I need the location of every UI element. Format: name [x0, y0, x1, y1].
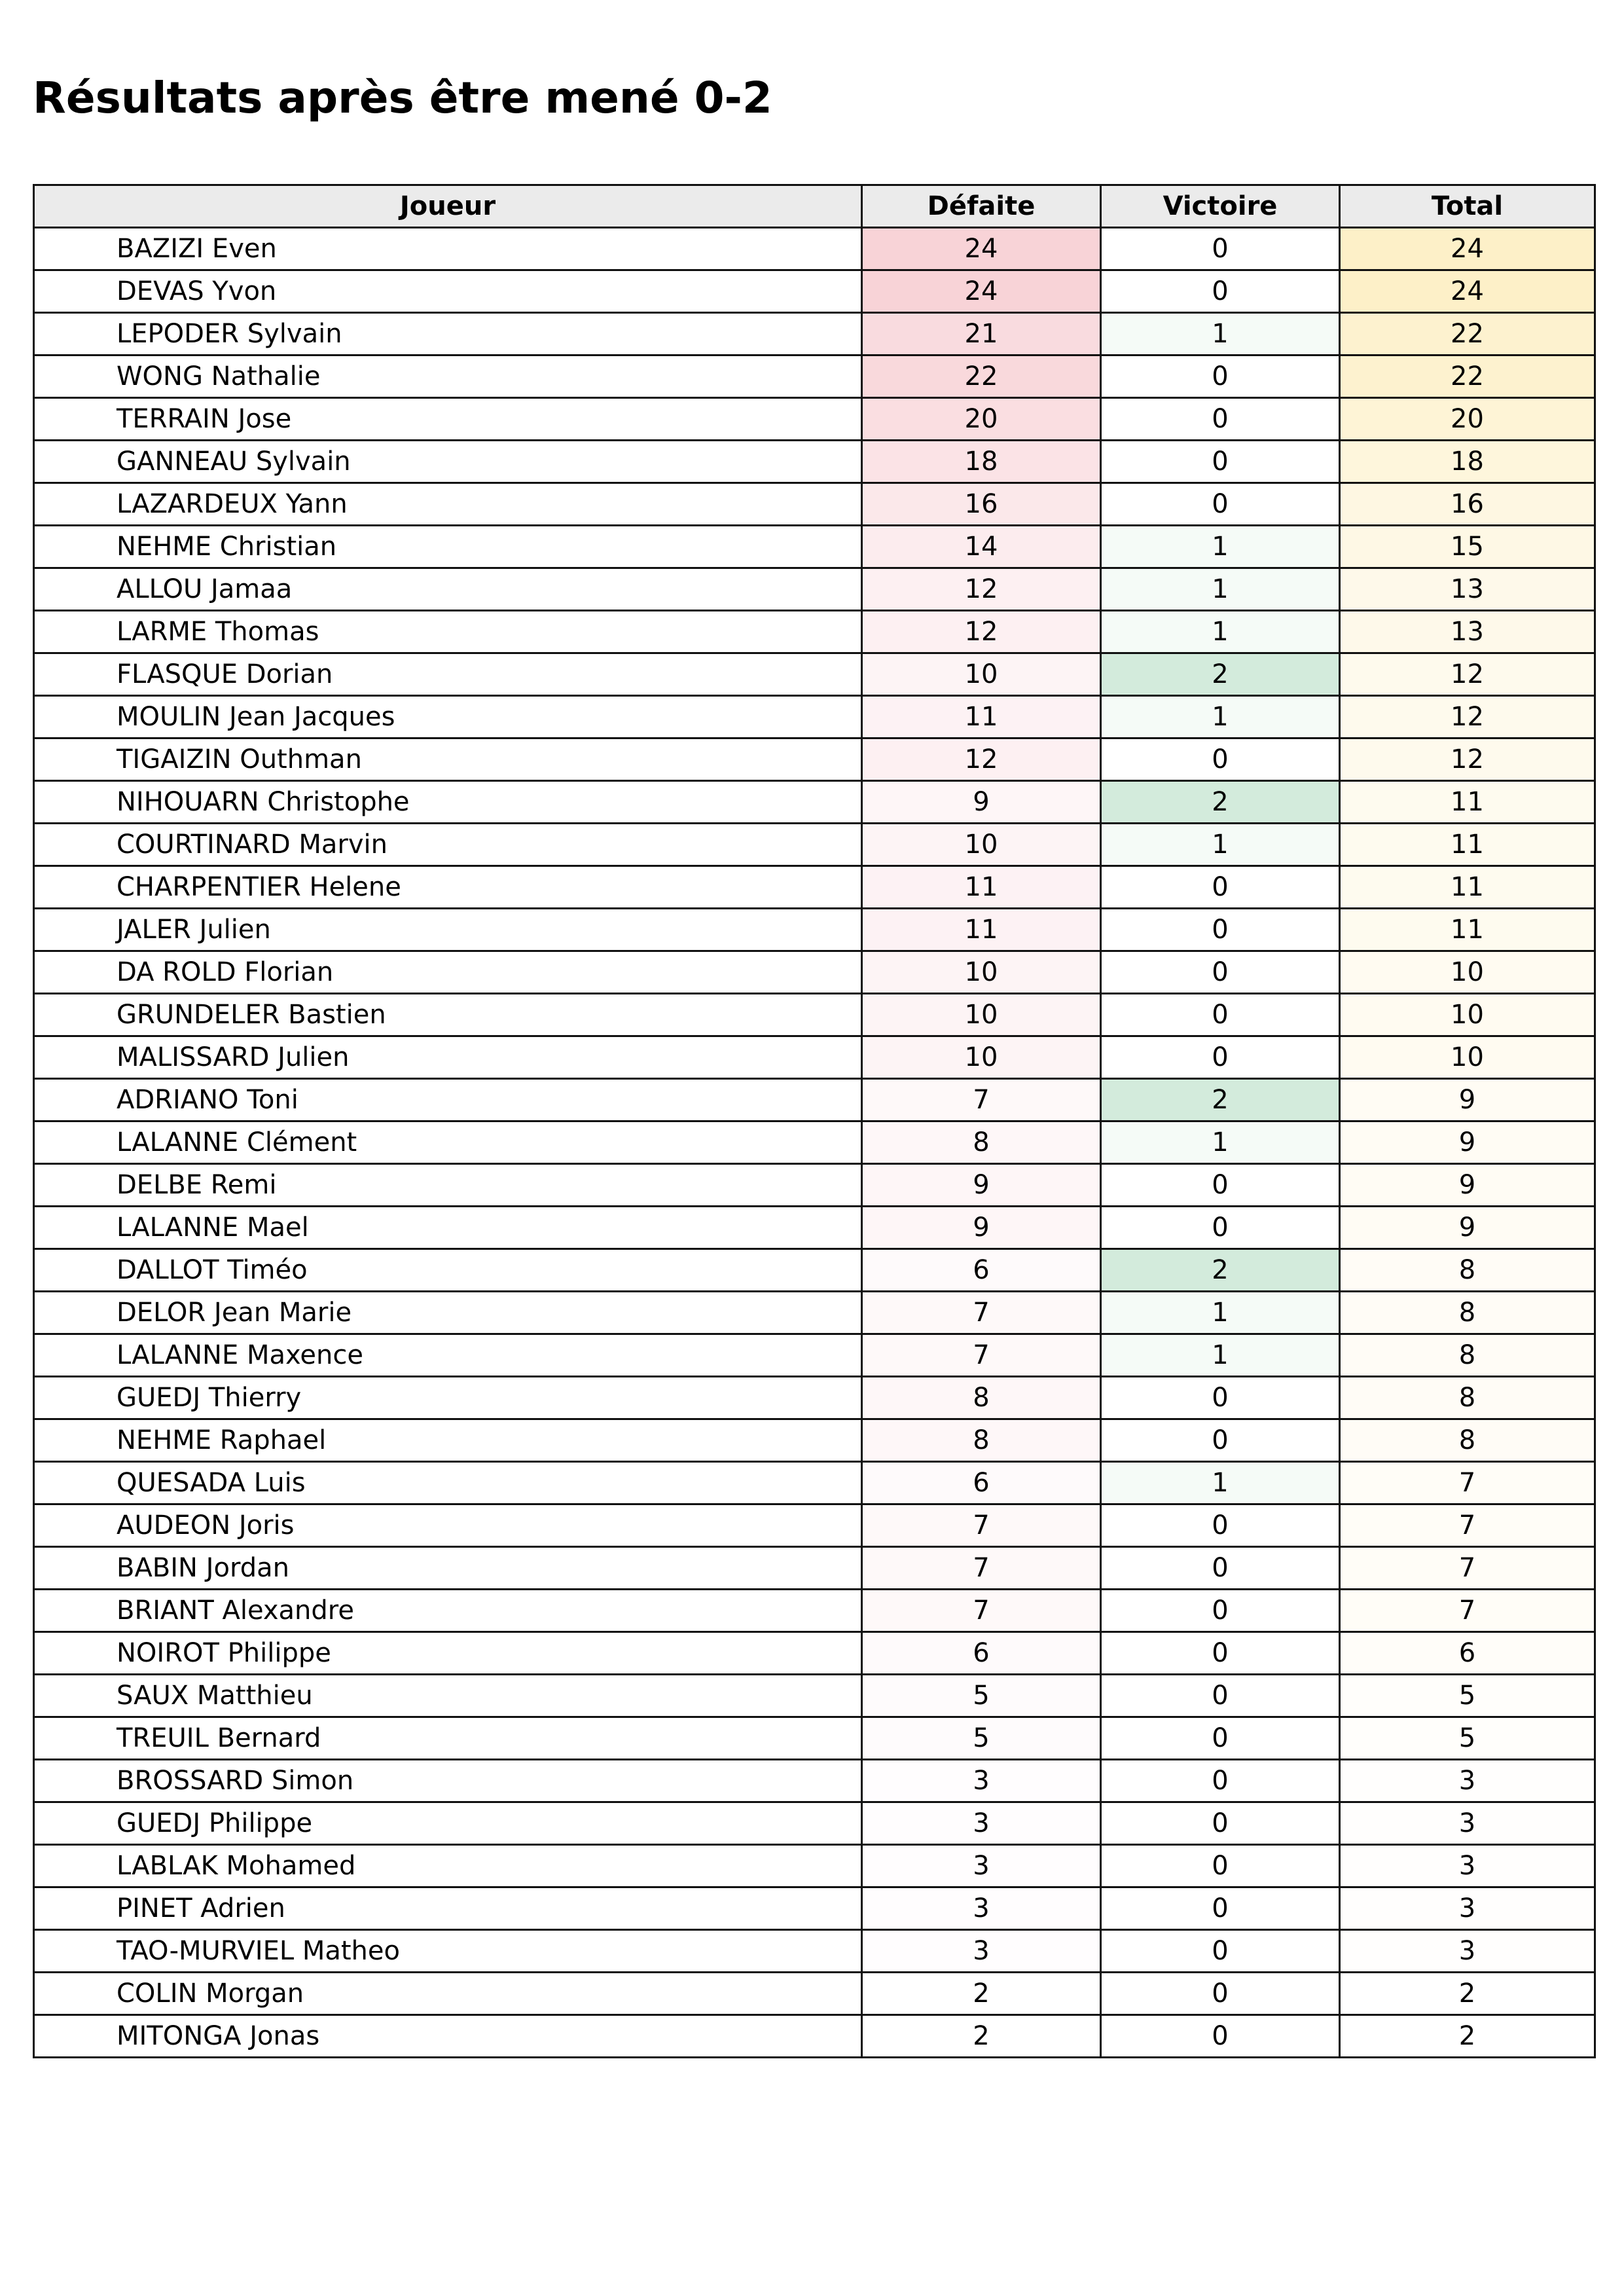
cell-defaite: 8	[862, 1121, 1101, 1164]
cell-defaite: 24	[862, 228, 1101, 270]
cell-victoire: 0	[1101, 1887, 1340, 1930]
table-row	[34, 2015, 1595, 2058]
cell-defaite: 2	[862, 2015, 1101, 2058]
cell-joueur: TAO-MURVIEL Matheo	[34, 1930, 862, 1973]
cell-total: 7	[1340, 1462, 1595, 1504]
cell-defaite: 22	[862, 355, 1101, 398]
cell-joueur: BROSSARD Simon	[34, 1760, 862, 1802]
cell-joueur: TERRAIN Jose	[34, 398, 862, 441]
cell-defaite: 3	[862, 1760, 1101, 1802]
cell-total: 20	[1340, 398, 1595, 441]
cell-defaite: 12	[862, 568, 1101, 611]
table-row	[34, 1377, 1595, 1419]
cell-defaite: 11	[862, 696, 1101, 738]
cell-total: 9	[1340, 1121, 1595, 1164]
table-row	[34, 1504, 1595, 1547]
cell-total: 2	[1340, 1973, 1595, 2015]
cell-joueur: BAZIZI Even	[34, 228, 862, 270]
cell-joueur: SAUX Matthieu	[34, 1675, 862, 1717]
cell-victoire: 2	[1101, 653, 1340, 696]
cell-joueur: GANNEAU Sylvain	[34, 441, 862, 483]
cell-total: 24	[1340, 228, 1595, 270]
cell-total: 13	[1340, 568, 1595, 611]
cell-defaite: 6	[862, 1632, 1101, 1675]
cell-defaite: 10	[862, 994, 1101, 1036]
cell-total: 3	[1340, 1845, 1595, 1887]
header-defaite: Défaite	[862, 185, 1101, 228]
cell-total: 2	[1340, 2015, 1595, 2058]
cell-victoire: 0	[1101, 866, 1340, 909]
cell-defaite: 3	[862, 1887, 1101, 1930]
cell-defaite: 3	[862, 1802, 1101, 1845]
cell-joueur: GUEDJ Philippe	[34, 1802, 862, 1845]
cell-joueur: DELBE Remi	[34, 1164, 862, 1207]
table-row	[34, 738, 1595, 781]
cell-defaite: 21	[862, 313, 1101, 355]
cell-total: 10	[1340, 951, 1595, 994]
table-row	[34, 909, 1595, 951]
cell-joueur: COLIN Morgan	[34, 1973, 862, 2015]
cell-joueur: MITONGA Jonas	[34, 2015, 862, 2058]
cell-victoire: 0	[1101, 2015, 1340, 2058]
cell-victoire: 0	[1101, 1207, 1340, 1249]
cell-victoire: 0	[1101, 994, 1340, 1036]
cell-total: 10	[1340, 1036, 1595, 1079]
table-row	[34, 1292, 1595, 1334]
cell-total: 11	[1340, 866, 1595, 909]
cell-defaite: 12	[862, 611, 1101, 653]
cell-joueur: NEHME Raphael	[34, 1419, 862, 1462]
table-row	[34, 611, 1595, 653]
cell-victoire: 0	[1101, 398, 1340, 441]
cell-total: 15	[1340, 526, 1595, 568]
cell-total: 22	[1340, 355, 1595, 398]
cell-victoire: 1	[1101, 313, 1340, 355]
table-row	[34, 1802, 1595, 1845]
table-row	[34, 696, 1595, 738]
cell-defaite: 7	[862, 1590, 1101, 1632]
cell-defaite: 11	[862, 866, 1101, 909]
cell-joueur: AUDEON Joris	[34, 1504, 862, 1547]
cell-joueur: WONG Nathalie	[34, 355, 862, 398]
cell-joueur: COURTINARD Marvin	[34, 824, 862, 866]
cell-victoire: 0	[1101, 1760, 1340, 1802]
table-row	[34, 1717, 1595, 1760]
table-row	[34, 441, 1595, 483]
cell-defaite: 3	[862, 1930, 1101, 1973]
cell-victoire: 0	[1101, 270, 1340, 313]
cell-joueur: LALANNE Mael	[34, 1207, 862, 1249]
header-victoire: Victoire	[1101, 185, 1340, 228]
cell-total: 8	[1340, 1334, 1595, 1377]
cell-joueur: ALLOU Jamaa	[34, 568, 862, 611]
cell-defaite: 10	[862, 824, 1101, 866]
cell-victoire: 0	[1101, 1632, 1340, 1675]
cell-joueur: QUESADA Luis	[34, 1462, 862, 1504]
cell-defaite: 11	[862, 909, 1101, 951]
cell-victoire: 0	[1101, 441, 1340, 483]
cell-total: 11	[1340, 909, 1595, 951]
cell-defaite: 5	[862, 1675, 1101, 1717]
cell-total: 8	[1340, 1249, 1595, 1292]
table-row	[34, 866, 1595, 909]
cell-joueur: BRIANT Alexandre	[34, 1590, 862, 1632]
cell-joueur: MALISSARD Julien	[34, 1036, 862, 1079]
cell-joueur: TREUIL Bernard	[34, 1717, 862, 1760]
cell-defaite: 7	[862, 1334, 1101, 1377]
table-row	[34, 270, 1595, 313]
cell-defaite: 9	[862, 1164, 1101, 1207]
cell-joueur: ADRIANO Toni	[34, 1079, 862, 1121]
table-row	[34, 1419, 1595, 1462]
cell-total: 7	[1340, 1547, 1595, 1590]
cell-victoire: 1	[1101, 1292, 1340, 1334]
cell-victoire: 1	[1101, 611, 1340, 653]
cell-joueur: FLASQUE Dorian	[34, 653, 862, 696]
cell-victoire: 0	[1101, 1377, 1340, 1419]
cell-total: 9	[1340, 1164, 1595, 1207]
table-row	[34, 526, 1595, 568]
cell-total: 3	[1340, 1930, 1595, 1973]
cell-joueur: MOULIN Jean Jacques	[34, 696, 862, 738]
cell-defaite: 2	[862, 1973, 1101, 2015]
cell-total: 6	[1340, 1632, 1595, 1675]
cell-victoire: 1	[1101, 1462, 1340, 1504]
cell-total: 8	[1340, 1419, 1595, 1462]
cell-total: 5	[1340, 1717, 1595, 1760]
table-row	[34, 313, 1595, 355]
cell-victoire: 0	[1101, 1675, 1340, 1717]
table-row	[34, 1121, 1595, 1164]
cell-defaite: 12	[862, 738, 1101, 781]
cell-defaite: 9	[862, 781, 1101, 824]
cell-victoire: 2	[1101, 1249, 1340, 1292]
cell-defaite: 10	[862, 951, 1101, 994]
cell-joueur: GUEDJ Thierry	[34, 1377, 862, 1419]
cell-joueur: LABLAK Mohamed	[34, 1845, 862, 1887]
cell-total: 13	[1340, 611, 1595, 653]
cell-total: 8	[1340, 1377, 1595, 1419]
cell-defaite: 10	[862, 653, 1101, 696]
cell-defaite: 16	[862, 483, 1101, 526]
cell-joueur: CHARPENTIER Helene	[34, 866, 862, 909]
cell-joueur: LAZARDEUX Yann	[34, 483, 862, 526]
cell-victoire: 0	[1101, 1547, 1340, 1590]
cell-victoire: 0	[1101, 1802, 1340, 1845]
header-joueur: Joueur	[34, 185, 862, 228]
table-row	[34, 1547, 1595, 1590]
table-row	[34, 355, 1595, 398]
cell-total: 9	[1340, 1079, 1595, 1121]
table-row	[34, 1632, 1595, 1675]
cell-defaite: 14	[862, 526, 1101, 568]
cell-victoire: 2	[1101, 781, 1340, 824]
cell-defaite: 7	[862, 1504, 1101, 1547]
table-row	[34, 228, 1595, 270]
cell-joueur: DEVAS Yvon	[34, 270, 862, 313]
cell-joueur: BABIN Jordan	[34, 1547, 862, 1590]
cell-victoire: 0	[1101, 483, 1340, 526]
cell-total: 24	[1340, 270, 1595, 313]
cell-victoire: 1	[1101, 568, 1340, 611]
table-row	[34, 824, 1595, 866]
cell-joueur: NIHOUARN Christophe	[34, 781, 862, 824]
cell-victoire: 0	[1101, 1036, 1340, 1079]
cell-joueur: JALER Julien	[34, 909, 862, 951]
table-row	[34, 398, 1595, 441]
cell-joueur: DA ROLD Florian	[34, 951, 862, 994]
results-body	[34, 228, 1595, 2058]
cell-total: 10	[1340, 994, 1595, 1036]
table-row	[34, 1036, 1595, 1079]
table-row	[34, 1207, 1595, 1249]
cell-joueur: TIGAIZIN Outhman	[34, 738, 862, 781]
cell-victoire: 0	[1101, 1717, 1340, 1760]
cell-victoire: 1	[1101, 1334, 1340, 1377]
table-row	[34, 1590, 1595, 1632]
cell-victoire: 0	[1101, 228, 1340, 270]
cell-defaite: 6	[862, 1249, 1101, 1292]
cell-victoire: 0	[1101, 355, 1340, 398]
cell-victoire: 2	[1101, 1079, 1340, 1121]
table-row	[34, 1845, 1595, 1887]
cell-victoire: 1	[1101, 696, 1340, 738]
cell-victoire: 1	[1101, 1121, 1340, 1164]
cell-defaite: 7	[862, 1547, 1101, 1590]
cell-total: 12	[1340, 653, 1595, 696]
cell-total: 12	[1340, 738, 1595, 781]
cell-joueur: LALANNE Clément	[34, 1121, 862, 1164]
cell-victoire: 0	[1101, 1973, 1340, 2015]
cell-victoire: 0	[1101, 1845, 1340, 1887]
cell-defaite: 20	[862, 398, 1101, 441]
table-row	[34, 1887, 1595, 1930]
cell-joueur: NOIROT Philippe	[34, 1632, 862, 1675]
cell-victoire: 0	[1101, 909, 1340, 951]
cell-victoire: 0	[1101, 1164, 1340, 1207]
cell-defaite: 9	[862, 1207, 1101, 1249]
cell-defaite: 7	[862, 1079, 1101, 1121]
cell-defaite: 24	[862, 270, 1101, 313]
table-row	[34, 1079, 1595, 1121]
cell-defaite: 7	[862, 1292, 1101, 1334]
table-row	[34, 1760, 1595, 1802]
cell-total: 18	[1340, 441, 1595, 483]
cell-victoire: 0	[1101, 1419, 1340, 1462]
table-header-row	[34, 185, 1595, 228]
table-row	[34, 781, 1595, 824]
cell-defaite: 5	[862, 1717, 1101, 1760]
cell-defaite: 8	[862, 1419, 1101, 1462]
header-total: Total	[1340, 185, 1595, 228]
table-row	[34, 653, 1595, 696]
cell-victoire: 0	[1101, 1504, 1340, 1547]
cell-joueur: LARME Thomas	[34, 611, 862, 653]
cell-defaite: 18	[862, 441, 1101, 483]
cell-victoire: 0	[1101, 1930, 1340, 1973]
cell-defaite: 6	[862, 1462, 1101, 1504]
cell-joueur: LEPODER Sylvain	[34, 313, 862, 355]
cell-total: 9	[1340, 1207, 1595, 1249]
cell-total: 11	[1340, 781, 1595, 824]
page-title: Résultats après être mené 0-2	[33, 73, 772, 123]
cell-total: 3	[1340, 1887, 1595, 1930]
table-row	[34, 994, 1595, 1036]
cell-total: 8	[1340, 1292, 1595, 1334]
cell-joueur: NEHME Christian	[34, 526, 862, 568]
cell-victoire: 0	[1101, 951, 1340, 994]
cell-total: 11	[1340, 824, 1595, 866]
table-row	[34, 1334, 1595, 1377]
table-row	[34, 1462, 1595, 1504]
table-row	[34, 1930, 1595, 1973]
cell-total: 22	[1340, 313, 1595, 355]
cell-joueur: PINET Adrien	[34, 1887, 862, 1930]
cell-total: 5	[1340, 1675, 1595, 1717]
table-row	[34, 483, 1595, 526]
cell-victoire: 1	[1101, 824, 1340, 866]
cell-total: 7	[1340, 1590, 1595, 1632]
cell-joueur: DELOR Jean Marie	[34, 1292, 862, 1334]
table-row	[34, 1675, 1595, 1717]
cell-defaite: 3	[862, 1845, 1101, 1887]
cell-total: 3	[1340, 1760, 1595, 1802]
cell-joueur: DALLOT Timéo	[34, 1249, 862, 1292]
table-row	[34, 951, 1595, 994]
table-row	[34, 568, 1595, 611]
cell-victoire: 0	[1101, 738, 1340, 781]
cell-total: 7	[1340, 1504, 1595, 1547]
table-row	[34, 1164, 1595, 1207]
cell-joueur: GRUNDELER Bastien	[34, 994, 862, 1036]
results-table	[33, 184, 1596, 2058]
cell-total: 12	[1340, 696, 1595, 738]
cell-joueur: LALANNE Maxence	[34, 1334, 862, 1377]
cell-defaite: 10	[862, 1036, 1101, 1079]
cell-victoire: 0	[1101, 1590, 1340, 1632]
cell-victoire: 1	[1101, 526, 1340, 568]
cell-total: 3	[1340, 1802, 1595, 1845]
cell-total: 16	[1340, 483, 1595, 526]
cell-defaite: 8	[862, 1377, 1101, 1419]
table-row	[34, 1249, 1595, 1292]
table-row	[34, 1973, 1595, 2015]
